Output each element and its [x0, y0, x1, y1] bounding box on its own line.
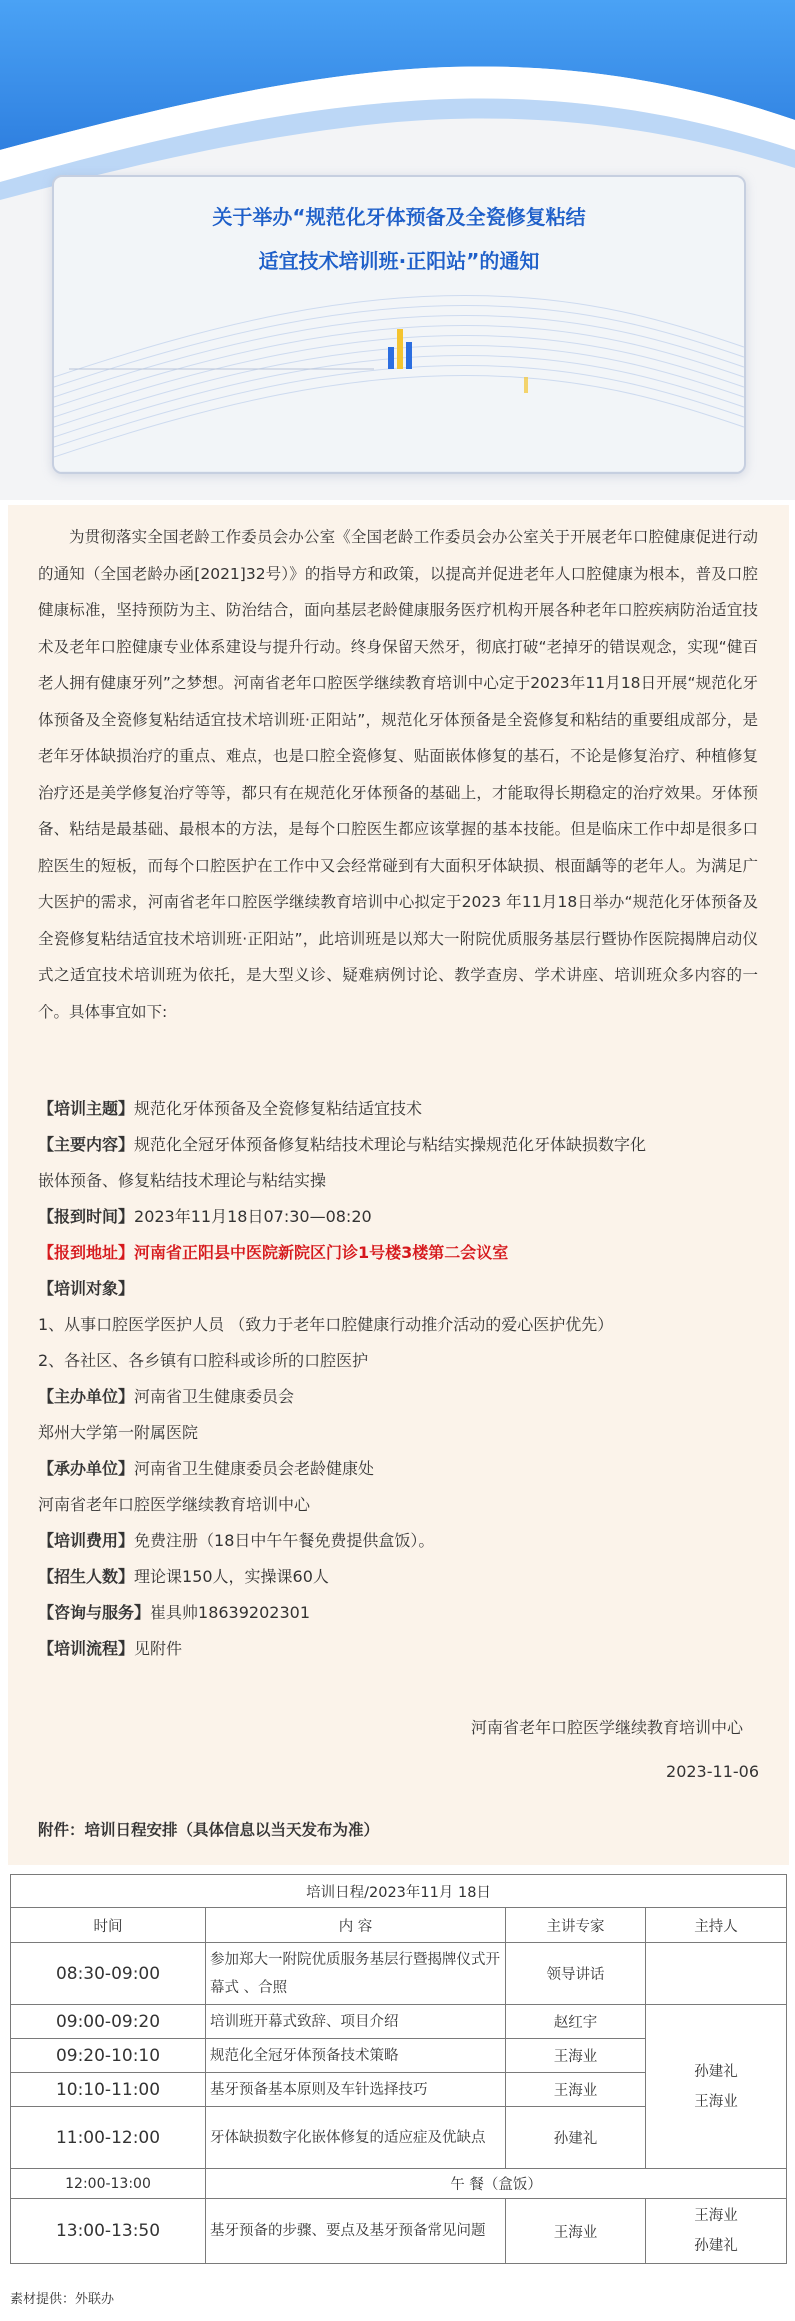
training-flow-label: 【培训流程】 [38, 1639, 135, 1658]
title-card [52, 175, 746, 474]
table-row [11, 1943, 787, 2005]
header-speaker: 主讲专家 [506, 1908, 646, 1943]
training-details [38, 1091, 778, 1667]
row-time: 08:30-09:00 [11, 1943, 206, 2005]
training-target [38, 1271, 778, 1307]
host-name: 孙建礼 [694, 2063, 738, 2080]
row-speaker: 领导讲话 [506, 1943, 646, 2005]
training-flow-value: 见附件 [134, 1639, 183, 1658]
row-content: 参加郑大一附院优质服务基层行暨揭牌仪式开幕式 、合照 [206, 1943, 506, 2005]
contact [38, 1595, 778, 1631]
host-cell-morning [646, 2005, 787, 2169]
training-target-2: 2、各社区、各乡镇有口腔科或诊所的口腔医护 [38, 1351, 369, 1370]
source-credit: 素材提供：外联办 [10, 2292, 115, 2307]
row-speaker: 孙建礼 [506, 2107, 646, 2169]
row-time: 11:00-12:00 [11, 2107, 206, 2169]
host-unit-value-2: 郑州大学第一附属医院 [38, 1423, 199, 1442]
training-theme-label: 【培训主题】 [38, 1099, 135, 1118]
row-time: 09:00-09:20 [11, 2005, 206, 2039]
notice-title [54, 195, 744, 283]
organizer-unit-label: 【承办单位】 [38, 1459, 135, 1478]
enrollment [38, 1559, 778, 1595]
row-speaker: 王海业 [506, 2073, 646, 2107]
table-row [11, 2199, 787, 2264]
signature-org: 河南省老年口腔医学继续教育培训中心 [470, 1718, 743, 1737]
host-unit [38, 1379, 778, 1415]
host-cell-afternoon [646, 2199, 787, 2264]
organizer-unit-value-1: 河南省卫生健康委员会老龄健康处 [134, 1459, 375, 1478]
row-content: 基牙预备基本原则及车针选择技巧 [206, 2073, 506, 2107]
main-content-label: 【主要内容】 [38, 1135, 135, 1154]
enrollment-value: 理论课150人，实操课60人 [134, 1567, 329, 1586]
notice-title-line1: 关于举办“规范化牙体预备及全瓷修复粘结 [212, 205, 586, 229]
schedule-caption-row [11, 1875, 787, 1908]
lunch-label: 午 餐（盒饭） [206, 2169, 787, 2199]
report-time-label: 【报到时间】 [38, 1207, 135, 1226]
row-speaker: 王海业 [506, 2199, 646, 2264]
enrollment-label: 【招生人数】 [38, 1567, 135, 1586]
host-unit-label: 【主办单位】 [38, 1387, 135, 1406]
row-content: 规范化全冠牙体预备技术策略 [206, 2039, 506, 2073]
row-content: 培训班开幕式致辞、项目介绍 [206, 2005, 506, 2039]
row-speaker: 王海业 [506, 2039, 646, 2073]
header-content: 内 容 [206, 1908, 506, 1943]
main-content-value-line1: 规范化全冠牙体预备修复粘结技术理论与粘结实操规范化牙体缺损数字化 [134, 1135, 647, 1154]
row-time: 13:00-13:50 [11, 2199, 206, 2264]
report-time-value: 2023年11月18日07:30—08:20 [134, 1207, 372, 1226]
training-fee [38, 1523, 778, 1559]
contact-value: 崔具帅18639202301 [150, 1603, 310, 1622]
header-banner [0, 0, 795, 500]
report-time [38, 1199, 778, 1235]
organizer-unit [38, 1451, 778, 1487]
organizer-unit-value-2: 河南省老年口腔医学继续教育培训中心 [38, 1495, 311, 1514]
main-content-value-line2: 嵌体预备、修复粘结技术理论与粘结实操 [38, 1171, 327, 1190]
row-content: 牙体缺损数字化嵌体修复的适应症及优缺点 [206, 2107, 506, 2169]
row-time: 10:10-11:00 [11, 2073, 206, 2107]
intro-paragraph: 为贯彻落实全国老龄工作委员会办公室《全国老龄工作委员会办公室关于开展老年口腔健康促进行动的通知（全国老龄办函[2021]32号）》的指导方和政策，以提高并促进老年人口腔健康为根本，普及口腔健康标准，坚持预防为主、防治结合，面向基层老龄健康服务医疗机构开展各种老年口腔疾病防治适宜技术及老年口腔健康专业体系建设与提升行动。终身保留天然牙，彻底打破“老掉牙的错误观念，实现“健百老人拥有健康牙列”之梦想。河南省老年口腔医学继续教育培训中心定于2023年11月18日开展“规范化牙体预备及全瓷修复粘结适宜技术培训班·正阳站”，规范化牙体预备是全瓷修复和粘结的重要组成部分，是老年牙体缺损治疗的重点、难点，也是口腔全瓷修复、贴面嵌体修复的基石，不论是修复治疗、种植修复治疗还是美学修复治疗等等，都只有在规范化牙体预备的基础上，才能取得长期稳定的治疗效果。牙体预备、粘结是最基础、最根本的方法，是每个口腔医生都应该掌握的基本技能。但是临床工作中却是很多口腔医生的短板，而每个口腔医护在工作中又会经常碰到有大面积牙体缺损、根面龋等的老年人。为满足广大医护的需求，河南省老年口腔医学继续教育培训中心拟定于2023 年11月18日举办“规范化牙体预备及全瓷修复粘结适宜技术培训班·正阳站”，此培训班是以郑大一附院优质服务基层行暨协作医院揭牌启动仪式之适宜技术培训班为依托，是大型义诊、疑难病例讨论、教学查房、学术讲座、培训班众多内容的一个。具体事宜如下: [38, 528, 758, 1021]
report-address: 【报到地址】河南省正阳县中医院新院区门诊1号楼3楼第二会议室 [38, 1243, 509, 1262]
lunch-row [11, 2169, 787, 2199]
host-name: 王海业 [694, 2093, 738, 2110]
host-unit-value-1: 河南省卫生健康委员会 [134, 1387, 295, 1406]
training-theme [38, 1091, 778, 1127]
host-name: 王海业 [694, 2208, 738, 2224]
main-content-cont [38, 1163, 778, 1199]
schedule-header-row [11, 1908, 787, 1943]
host-name: 孙建礼 [694, 2238, 738, 2254]
row-host-empty [646, 1943, 787, 2005]
lunch-time: 12:00-13:00 [11, 2169, 206, 2199]
main-content [38, 1127, 778, 1163]
schedule-table [10, 1874, 787, 2264]
header-host: 主持人 [646, 1908, 787, 1943]
notice-title-line2: 适宜技术培训班·正阳站”的通知 [258, 249, 540, 273]
contact-label: 【咨询与服务】 [38, 1603, 151, 1622]
training-target-1: 1、从事口腔医学医护人员 （致力于老年口腔健康行动推介活动的爱心医护优先） [38, 1315, 614, 1334]
schedule-caption: 培训日程/2023年11月 18日 [11, 1875, 787, 1908]
table-row [11, 2005, 787, 2039]
training-target-label: 【培训对象】 [38, 1279, 135, 1298]
header-time: 时间 [11, 1908, 206, 1943]
row-speaker: 赵红宇 [506, 2005, 646, 2039]
attachment-note: 附件：培训日程安排（具体信息以当天发布为准） [38, 1821, 380, 1839]
training-fee-label: 【培训费用】 [38, 1531, 135, 1550]
training-flow [38, 1631, 778, 1667]
row-time: 09:20-10:10 [11, 2039, 206, 2073]
row-content: 基牙预备的步骤、要点及基牙预备常见问题 [206, 2199, 506, 2264]
training-theme-value: 规范化牙体预备及全瓷修复粘结适宜技术 [134, 1099, 423, 1118]
signature-date: 2023-11-06 [666, 1762, 759, 1781]
training-fee-value: 免费注册（18日中午午餐免费提供盒饭）。 [134, 1531, 435, 1550]
